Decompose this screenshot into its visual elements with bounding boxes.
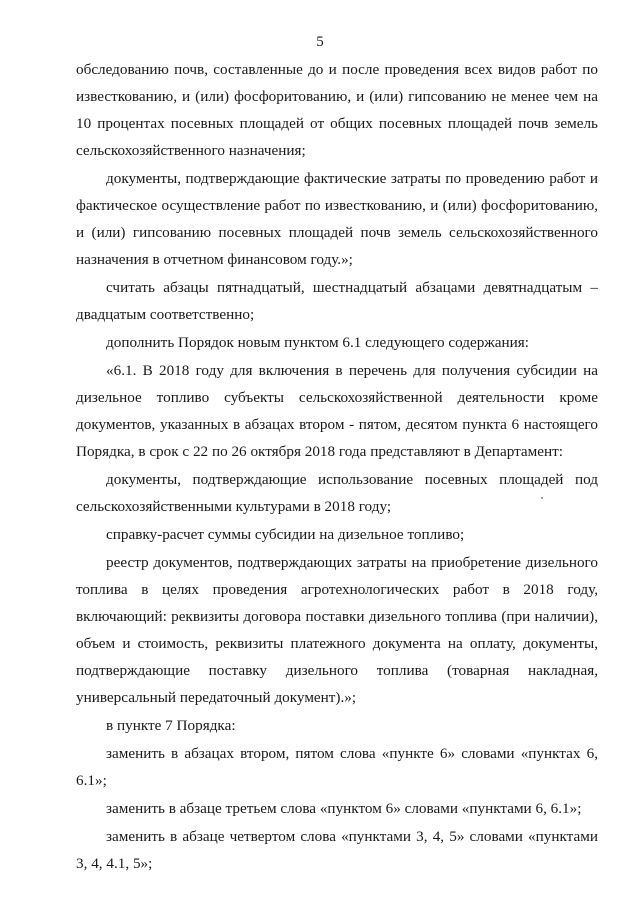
paragraph-replace-2-5: заменить в абзацах втором, пятом слова «пункте 6» словами «пунктах 6, 6.1»; bbox=[76, 745, 598, 789]
paragraph-renumber-abzacy: считать абзацы пятнадцатый, шестнадцатый абзацами девятнадцатым – двадцатым соответственно; bbox=[76, 279, 598, 323]
paragraph-replace-3: заменить в абзаце третьем слова «пунктом 6» словами «пунктами 6, 6.1»; bbox=[106, 800, 582, 817]
page-number: 5 bbox=[316, 34, 324, 50]
paragraph-soil-survey-continuation: обследованию почв, составленные до и после проведения всех видов работ по известкованию, и (или) фосфоритованию, и (или) гипсованию не менее чем на 10 процентах посевных площадей от общих посевных площадей почв земель сельскохозяйственного назначения; bbox=[76, 61, 598, 159]
paragraph-area-usage-documents: документы, подтверждающие использование посевных площадей под сельскохозяйственными культурами в 2018 году; bbox=[76, 471, 598, 515]
paragraph-in-point-7: в пункте 7 Порядка: bbox=[106, 717, 236, 734]
paragraph-point-6-1-text: «6.1. В 2018 году для включения в перечень для получения субсидии на дизельное топливо субъекты сельскохозяйственной деятельности кроме документов, указанных в абзацах втором - пятом, десятом пункта 6 настоящего Порядка, в срок с 22 по 26 октября 2018 года представляют в Департамент: bbox=[76, 362, 598, 460]
scan-speck bbox=[541, 497, 543, 499]
document-body bbox=[76, 56, 598, 878]
paragraph-replace-4: заменить в абзаце четвертом слова «пунктами 3, 4, 5» словами «пунктами 3, 4, 4.1, 5»; bbox=[76, 828, 598, 872]
paragraph-subsidy-calculation: справку-расчет суммы субсидии на дизельное топливо; bbox=[106, 526, 465, 543]
paragraph-cost-documents: документы, подтверждающие фактические затраты по проведению работ и фактическое осуществление работ по известкованию, и (или) фосфоритованию, и (или) гипсованию посевных площадей почв земель сельскохозяйственного назначения в отчетном финансовом году.»; bbox=[76, 170, 598, 268]
paragraph-add-point-6-1: дополнить Порядок новым пунктом 6.1 следующего содержания: bbox=[106, 334, 529, 351]
paragraph-registry-of-documents: реестр документов, подтверждающих затраты на приобретение дизельного топлива в целях проведения агротехнологических работ в 2018 году, включающий: реквизиты договора поставки дизельного топлива (при наличии), объем и стоимость, реквизиты платежного документа на оплату, документы, подтверждающие поставку дизельного топлива (товарная накладная, универсальный передаточный документ).»; bbox=[76, 554, 598, 706]
